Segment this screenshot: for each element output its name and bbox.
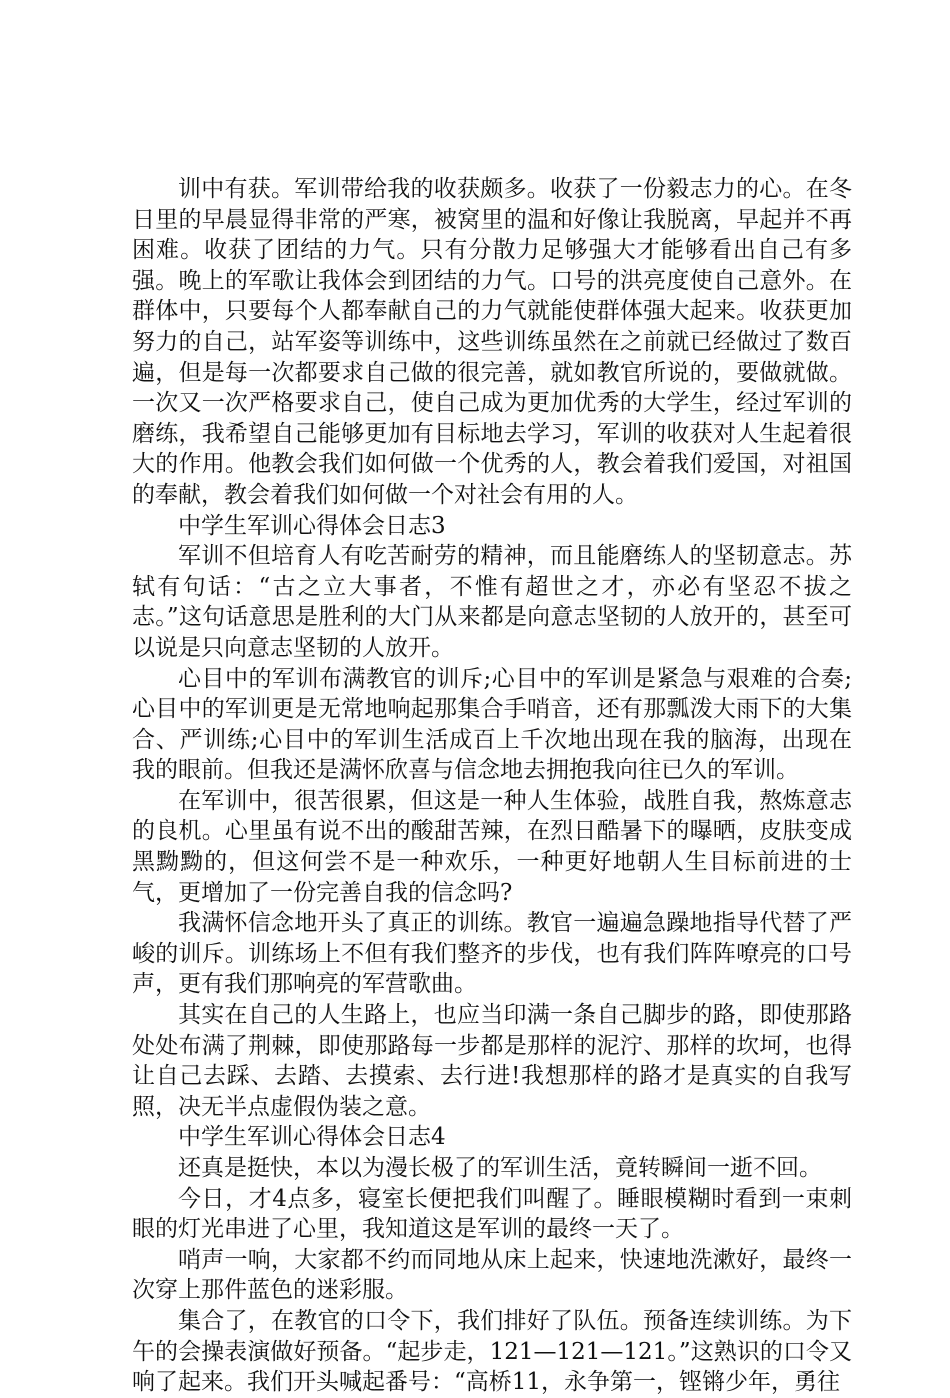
paragraph: 在军训中，很苦很累，但这是一种人生体验，战胜自我，熬炼意志的良机。心里虽有说不出的酸甜苦辣，在烈日酷暑下的曝晒，皮肤变成黑黝黝的，但这何尝不是一种欢乐，一种更好地朝人生目标前进的士气，更增加了一份完善自我的信念吗? xyxy=(132,787,852,906)
document-body xyxy=(132,174,852,1398)
paragraph: 军训不但培育人有吃苦耐劳的精神，而且能磨练人的坚韧意志。苏轼有句话：“古之立大事者，不惟有超世之才，亦必有坚忍不拔之志。”这句话意思是胜利的大门从来都是向意志坚韧的人放开的，甚至可以说是只向意志坚韧的人放开。 xyxy=(132,543,852,661)
section-heading: 中学生军训心得体会日志4 xyxy=(178,1124,446,1151)
section-heading: 中学生军训心得体会日志3 xyxy=(178,512,446,539)
paragraph: 我满怀信念地开头了真正的训练。教官一遍遍急躁地指导代替了严峻的训斥。训练场上不但有我们整齐的步伐，也有我们阵阵嘹亮的口号声，更有我们那响亮的军营歌曲。 xyxy=(132,910,852,998)
paragraph: 今日，才4点多，寝室长便把我们叫醒了。睡眼模糊时看到一束刺眼的灯光串进了心里，我知道这是军训的最终一天了。 xyxy=(132,1185,852,1243)
paragraph: 训中有获。军训带给我的收获颇多。收获了一份毅志力的心。在冬日里的早晨显得非常的严寒，被窝里的温和好像让我脱离，早起并不再困难。收获了团结的力气。只有分散力足够强大才能够看出自己有多强。晚上的军歌让我体会到团结的力气。口号的洪亮度使自己意外。在群体中，只要每个人都奉献自己的力气就能使群体强大起来。收获更加努力的自己，站军姿等训练中，这些训练虽然在之前就已经做过了数百遍，但是每一次都要求自己做的很完善，就如教官所说的，要做就做。一次又一次严格要求自己，使自己成为更加优秀的大学生，经过军训的磨练，我希望自己能够更加有目标地去学习，军训的收获对人生起着很大的作用。他教会我们如何做一个优秀的人，教会着我们爱国，对祖国的奉献，教会着我们如何做一个对社会有用的人。 xyxy=(132,176,852,508)
paragraph: 其实在自己的人生路上，也应当印满一条自己脚步的路，即使那路处处布满了荆棘，即使那路每一步都是那样的泥泞、那样的坎坷，也得让自己去踩、去踏、去摸索、去行进!我想那样的路才是真实的自我写照，决无半点虚假伪装之意。 xyxy=(132,1002,852,1120)
paragraph: 还真是挺快，本以为漫长极了的军训生活，竟转瞬间一逝不回。 xyxy=(178,1155,822,1181)
paragraph: 哨声一响，大家都不约而同地从床上起来，快速地洗漱好，最终一次穿上那件蓝色的迷彩服。 xyxy=(132,1246,852,1304)
paragraph: 心目中的军训布满教官的训斥;心目中的军训是紧急与艰难的合奏;心目中的军训更是无常地响起那集合手哨音，还有那瓢泼大雨下的大集合、严训练;心目中的军训生活成百上千次地出现在我的脑海，出现在我的眼前。但我还是满怀欣喜与信念地去拥抱我向往已久的军训。 xyxy=(132,665,852,784)
paragraph: 集合了，在教官的口令下，我们排好了队伍。预备连续训练。为下午的会操表演做好预备。“起步走，121—121—121。”这熟识的口令又响了起来。我们开头喊起番号：“高桥11，永争第一，铿锵少年，勇往 xyxy=(132,1307,852,1396)
